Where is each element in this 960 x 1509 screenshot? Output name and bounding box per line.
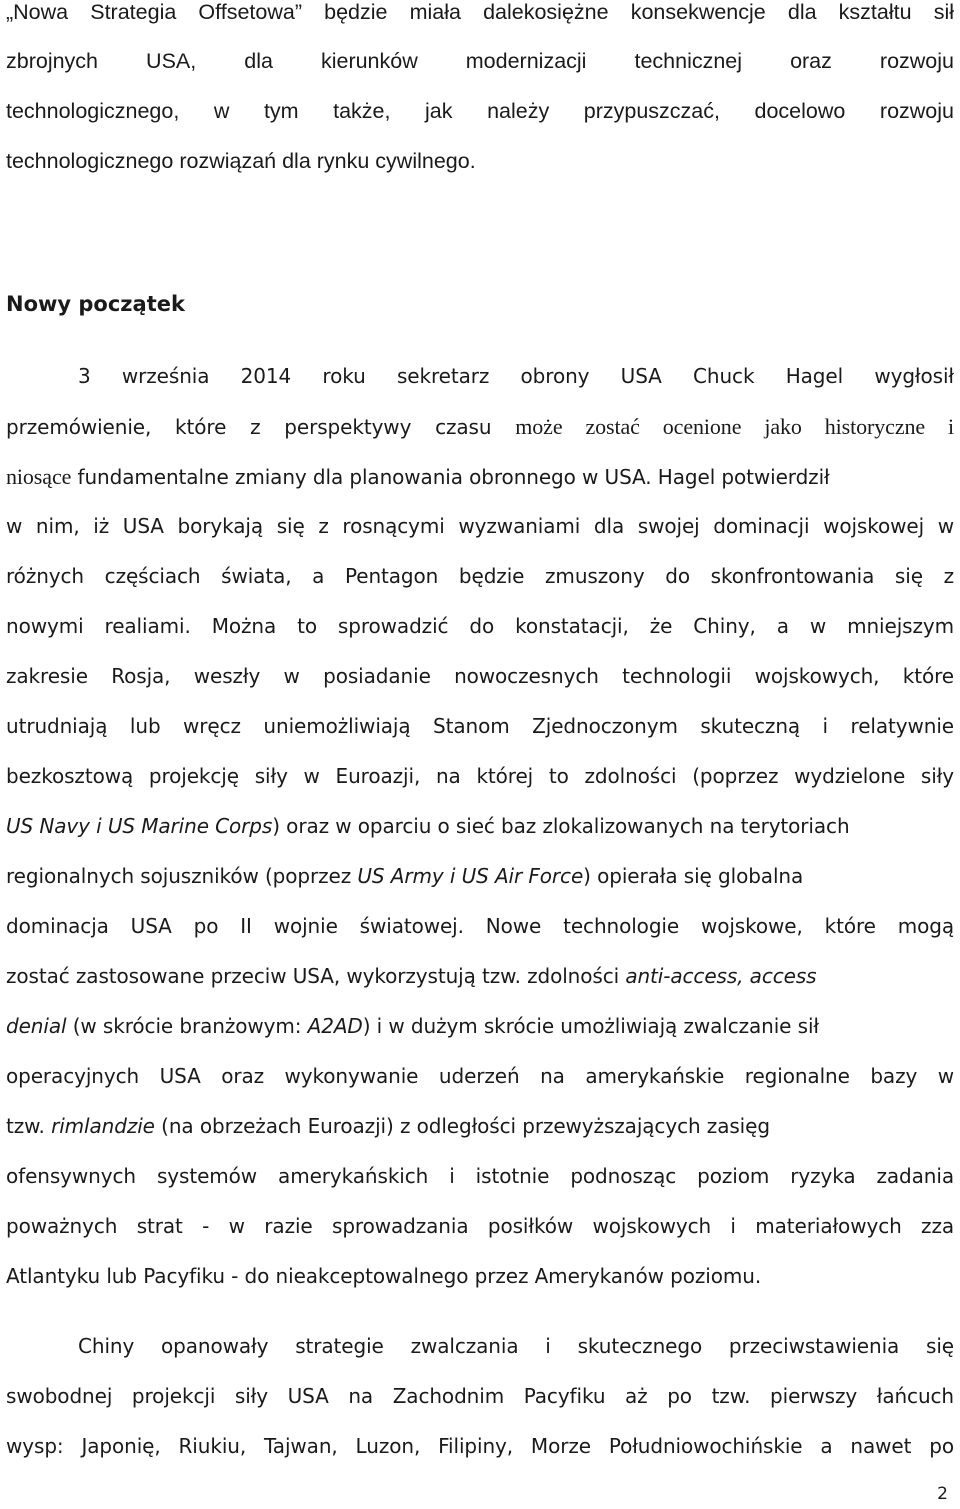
para1-line-11-italic: US Army i US Air Force [357,864,584,888]
para1-line-17: ofensywnych systemów amerykańskich i istotnie podnosząc poziom ryzyka zadania [6,1164,954,1188]
intro-line-1: „Nowa Strategia Offsetowa” będzie miała dalekosiężne konsekwencje dla kształtu sił [6,0,954,24]
para1-line-12: dominacja USA po II wojnie światowej. Nowe technologie wojskowe, które mogą [6,914,954,938]
page-number: 2 [937,1484,948,1504]
para1-line-11 [6,864,954,888]
para2-line-2: swobodnej projekcji siły USA na Zachodnim Pacyfiku aż po tzw. pierwszy łańcuch [6,1384,954,1408]
para1-line-16-italic: rimlandzie [51,1114,155,1138]
para1-line-16-text-2: (na obrzeżach Euroazji) z odległości przewyższających zasięg [154,1114,770,1138]
section-heading: Nowy początek [6,292,185,316]
para1-line-2-b: może zostać ocenione jako historyczne i [515,414,955,439]
para1-line-13-italic: anti-access, access [625,964,817,988]
para1-line-1: 3 września 2014 roku sekretarz obrony USA Chuck Hagel wygłosił [78,364,954,388]
para1-line-13 [6,964,954,988]
intro-line-3: technologicznego, w tym także, jak należy przypuszczać, docelowo rozwoju [6,99,954,123]
para1-line-5: różnych częściach świata, a Pentagon będzie zmuszony do skonfrontowania się z [6,564,954,588]
para1-line-10-italic: US Navy i US Marine Corps [6,814,273,838]
para1-line-14-italic-2: A2AD [307,1014,363,1038]
para1-line-18: poważnych strat - w razie sprowadzania posiłków wojskowych i materiałowych zza [6,1214,954,1238]
para1-line-13-text: zostać zastosowane przeciw USA, wykorzystują tzw. zdolności [6,964,626,988]
para1-line-10-text: ) oraz w oparciu o sieć baz zlokalizowanych na terytoriach [272,814,850,838]
para1-line-6: nowymi realiami. Można to sprowadzić do konstatacji, że Chiny, a w mniejszym [6,614,954,638]
para1-line-11-text-2: ) opierała się globalna [583,864,804,888]
para1-line-16 [6,1114,954,1138]
intro-line-2: zbrojnych USA, dla kierunków modernizacji technicznej oraz rozwoju [6,49,954,73]
para1-line-14-text-1: (w skrócie branżowym: [66,1014,308,1038]
para1-line-15: operacyjnych USA oraz wykonywanie uderzeń na amerykańskie regionalne bazy w [6,1064,954,1088]
para2-line-3: wysp: Japonię, Riukiu, Tajwan, Luzon, Filipiny, Morze Południowochińskie a nawet po [6,1434,954,1458]
para1-line-19: Atlantyku lub Pacyfiku - do nieakceptowalnego przez Amerykanów poziomu. [6,1264,762,1288]
para1-line-8: utrudniają lub wręcz uniemożliwiają Stanom Zjednoczonym skuteczną i relatywnie [6,714,954,738]
para1-line-3-b: fundamentalne zmiany dla planowania obronnego w USA. Hagel potwierdził [71,465,830,489]
para1-line-10 [6,814,954,838]
para1-line-11-text-1: regionalnych sojuszników (poprzez [6,864,358,888]
para1-line-9: bezkosztową projekcję siły w Euroazji, na której to zdolności (poprzez wydzielone siły [6,764,954,788]
para1-line-3 [6,464,954,490]
intro-line-4: technologicznego rozwiązań dla rynku cywilnego. [6,149,476,173]
para1-line-2-a: przemówienie, które z perspektywy czasu [6,415,516,439]
para1-line-14-text-2: ) i w dużym skrócie umożliwiają zwalczanie sił [362,1014,820,1038]
para1-line-2 [6,414,954,440]
para1-line-14 [6,1014,954,1038]
para1-line-16-text-1: tzw. [6,1114,52,1138]
para2-line-1: Chiny opanowały strategie zwalczania i skutecznego przeciwstawienia się [78,1334,954,1358]
para1-line-3-a: niosące [6,464,72,489]
para1-line-7: zakresie Rosja, weszły w posiadanie nowoczesnych technologii wojskowych, które [6,664,954,688]
para1-line-14-italic-1: denial [6,1014,67,1038]
para1-line-4: w nim, iż USA borykają się z rosnącymi wyzwaniami dla swojej dominacji wojskowej w [6,514,954,538]
